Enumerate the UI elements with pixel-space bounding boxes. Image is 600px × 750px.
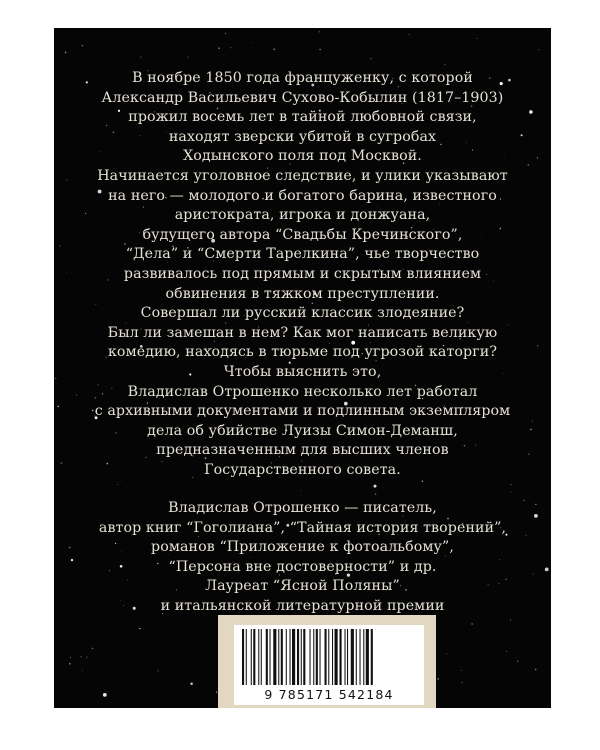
annotation-line: обвинения в тяжком преступлении. — [165, 285, 440, 302]
annotation-line: Чтобы выяснить это, — [223, 363, 382, 380]
barcode-bar — [242, 629, 244, 685]
annotation-line: находят зверски убитой в сугробах — [168, 128, 437, 145]
barcode-bar — [328, 629, 329, 685]
annotation-line: Государственного совета. — [204, 461, 401, 478]
annotation-line: предназначенным для высших членов — [156, 442, 449, 459]
barcode-bar — [325, 629, 327, 685]
star — [82, 45, 84, 47]
star — [437, 678, 439, 680]
star — [422, 481, 423, 482]
barcode-bar — [310, 629, 311, 685]
barcode-bar — [292, 629, 295, 685]
bio-line: Владислав Отрошенко — писатель, — [168, 500, 437, 516]
barcode-bar — [303, 629, 305, 685]
barcode-bar — [251, 629, 252, 685]
annotation-line: на него — молодого и богатого барина, известного — [108, 187, 497, 204]
annotation-line: Александр Васильевич Сухово-Кобылин (1817–1903) — [101, 89, 504, 106]
star — [461, 670, 462, 671]
annotation-line: комедию, находясь в тюрьме под угрозой каторги? — [107, 344, 498, 361]
annotation-line: Ходынского поля под Москвой. — [183, 148, 422, 165]
star — [140, 57, 141, 58]
annotation-line: будущего автора “Свадьбы Кречинского”, — [142, 226, 463, 243]
barcode-bar — [246, 629, 247, 685]
barcode-bar — [335, 629, 338, 685]
star — [517, 661, 518, 662]
star — [218, 47, 220, 49]
star — [301, 491, 302, 492]
barcode-bar — [320, 629, 321, 685]
star — [319, 31, 321, 33]
star — [252, 42, 253, 43]
star — [319, 49, 320, 50]
bio-line: Лауреат “Ясной Поляны” — [205, 578, 400, 595]
barcode-bar — [273, 629, 276, 685]
barcode-bar — [363, 629, 364, 685]
annotation-line: с архивными документами и подлинным экземпляром — [94, 403, 511, 420]
barcode-bar — [366, 629, 369, 685]
barcode-bar — [253, 629, 255, 685]
star — [511, 484, 512, 485]
barcode-bar — [313, 629, 314, 685]
star — [92, 648, 94, 650]
star — [70, 657, 71, 658]
star — [374, 485, 377, 488]
isbn-barcode — [234, 625, 424, 705]
star — [117, 484, 118, 485]
star — [120, 481, 121, 482]
annotation-line: прожил восемь лет в тайной любовной связи, — [128, 109, 477, 126]
star — [188, 56, 189, 57]
star — [477, 38, 478, 39]
barcode-bars — [240, 629, 418, 685]
barcode-bar — [286, 629, 287, 685]
isbn-number: 9 785171 542184 — [264, 687, 394, 702]
star — [69, 663, 71, 665]
barcode-bar — [356, 629, 357, 685]
barcode-bar — [340, 629, 342, 685]
star — [375, 494, 376, 495]
star — [230, 47, 231, 48]
barcode-bar — [270, 629, 271, 685]
annotation-line: развивалось под прямым и скрытым влиянием — [123, 265, 482, 282]
bio-line: автор книг “Гоголиана”, “Тайная история творений”, — [98, 519, 507, 536]
annotation-line: Владислав Отрошенко несколько лет работал — [127, 383, 478, 400]
bio-line: и итальянской литературной премии — [160, 597, 445, 614]
barcode-bar — [371, 629, 373, 685]
barcode-bar — [301, 629, 302, 685]
star — [444, 64, 445, 65]
star — [446, 653, 447, 654]
star — [510, 491, 511, 492]
barcode-bar — [347, 629, 348, 685]
star — [82, 670, 83, 671]
annotation-line: “Дела” и “Смерти Тарелкина”, чье творчество — [125, 246, 480, 263]
star — [538, 49, 539, 50]
barcode-bar — [261, 629, 262, 685]
barcode-bar — [351, 629, 354, 685]
star — [103, 693, 107, 697]
star — [506, 651, 507, 652]
annotation-line: Начинается уголовное следствие, и улики указывают — [97, 167, 508, 184]
annotation-line: дела об убийстве Луизы Симон-Деманш, — [147, 422, 458, 439]
star — [87, 657, 88, 658]
barcode-bar — [278, 629, 279, 685]
barcode-bar — [290, 629, 291, 685]
annotation-line: Совершал ли русский классик злодеяние? — [140, 305, 465, 322]
star — [157, 670, 158, 671]
star — [225, 33, 226, 34]
star — [65, 52, 66, 53]
star — [370, 58, 371, 59]
star — [190, 682, 193, 685]
star — [273, 48, 275, 50]
star — [409, 34, 410, 35]
star — [81, 656, 82, 657]
barcode-bar — [345, 629, 346, 685]
back-cover — [54, 28, 551, 708]
book-annotation — [54, 69, 551, 480]
barcode-bar — [258, 629, 259, 685]
barcode-bar — [316, 629, 318, 685]
star — [535, 669, 537, 671]
barcode-bar — [332, 629, 333, 685]
star — [216, 691, 217, 692]
barcode-bar — [360, 629, 361, 685]
annotation-line: аристократа, игрока и донжуана, — [174, 207, 431, 224]
bio-line: “Персона вне достоверности” и др. — [168, 558, 437, 575]
bio-line: романов “Приложение к фотоальбому”, — [151, 539, 454, 556]
barcode-bar — [266, 629, 268, 685]
barcode-bar — [297, 629, 299, 685]
annotation-line: Был ли замешан в нем? Как мог написать великую — [107, 324, 498, 341]
star — [462, 682, 463, 683]
barcode-bar — [281, 629, 283, 685]
barcode-panel — [218, 615, 436, 708]
annotation-line: В ноябре 1850 года француженку, с которой — [132, 70, 473, 86]
